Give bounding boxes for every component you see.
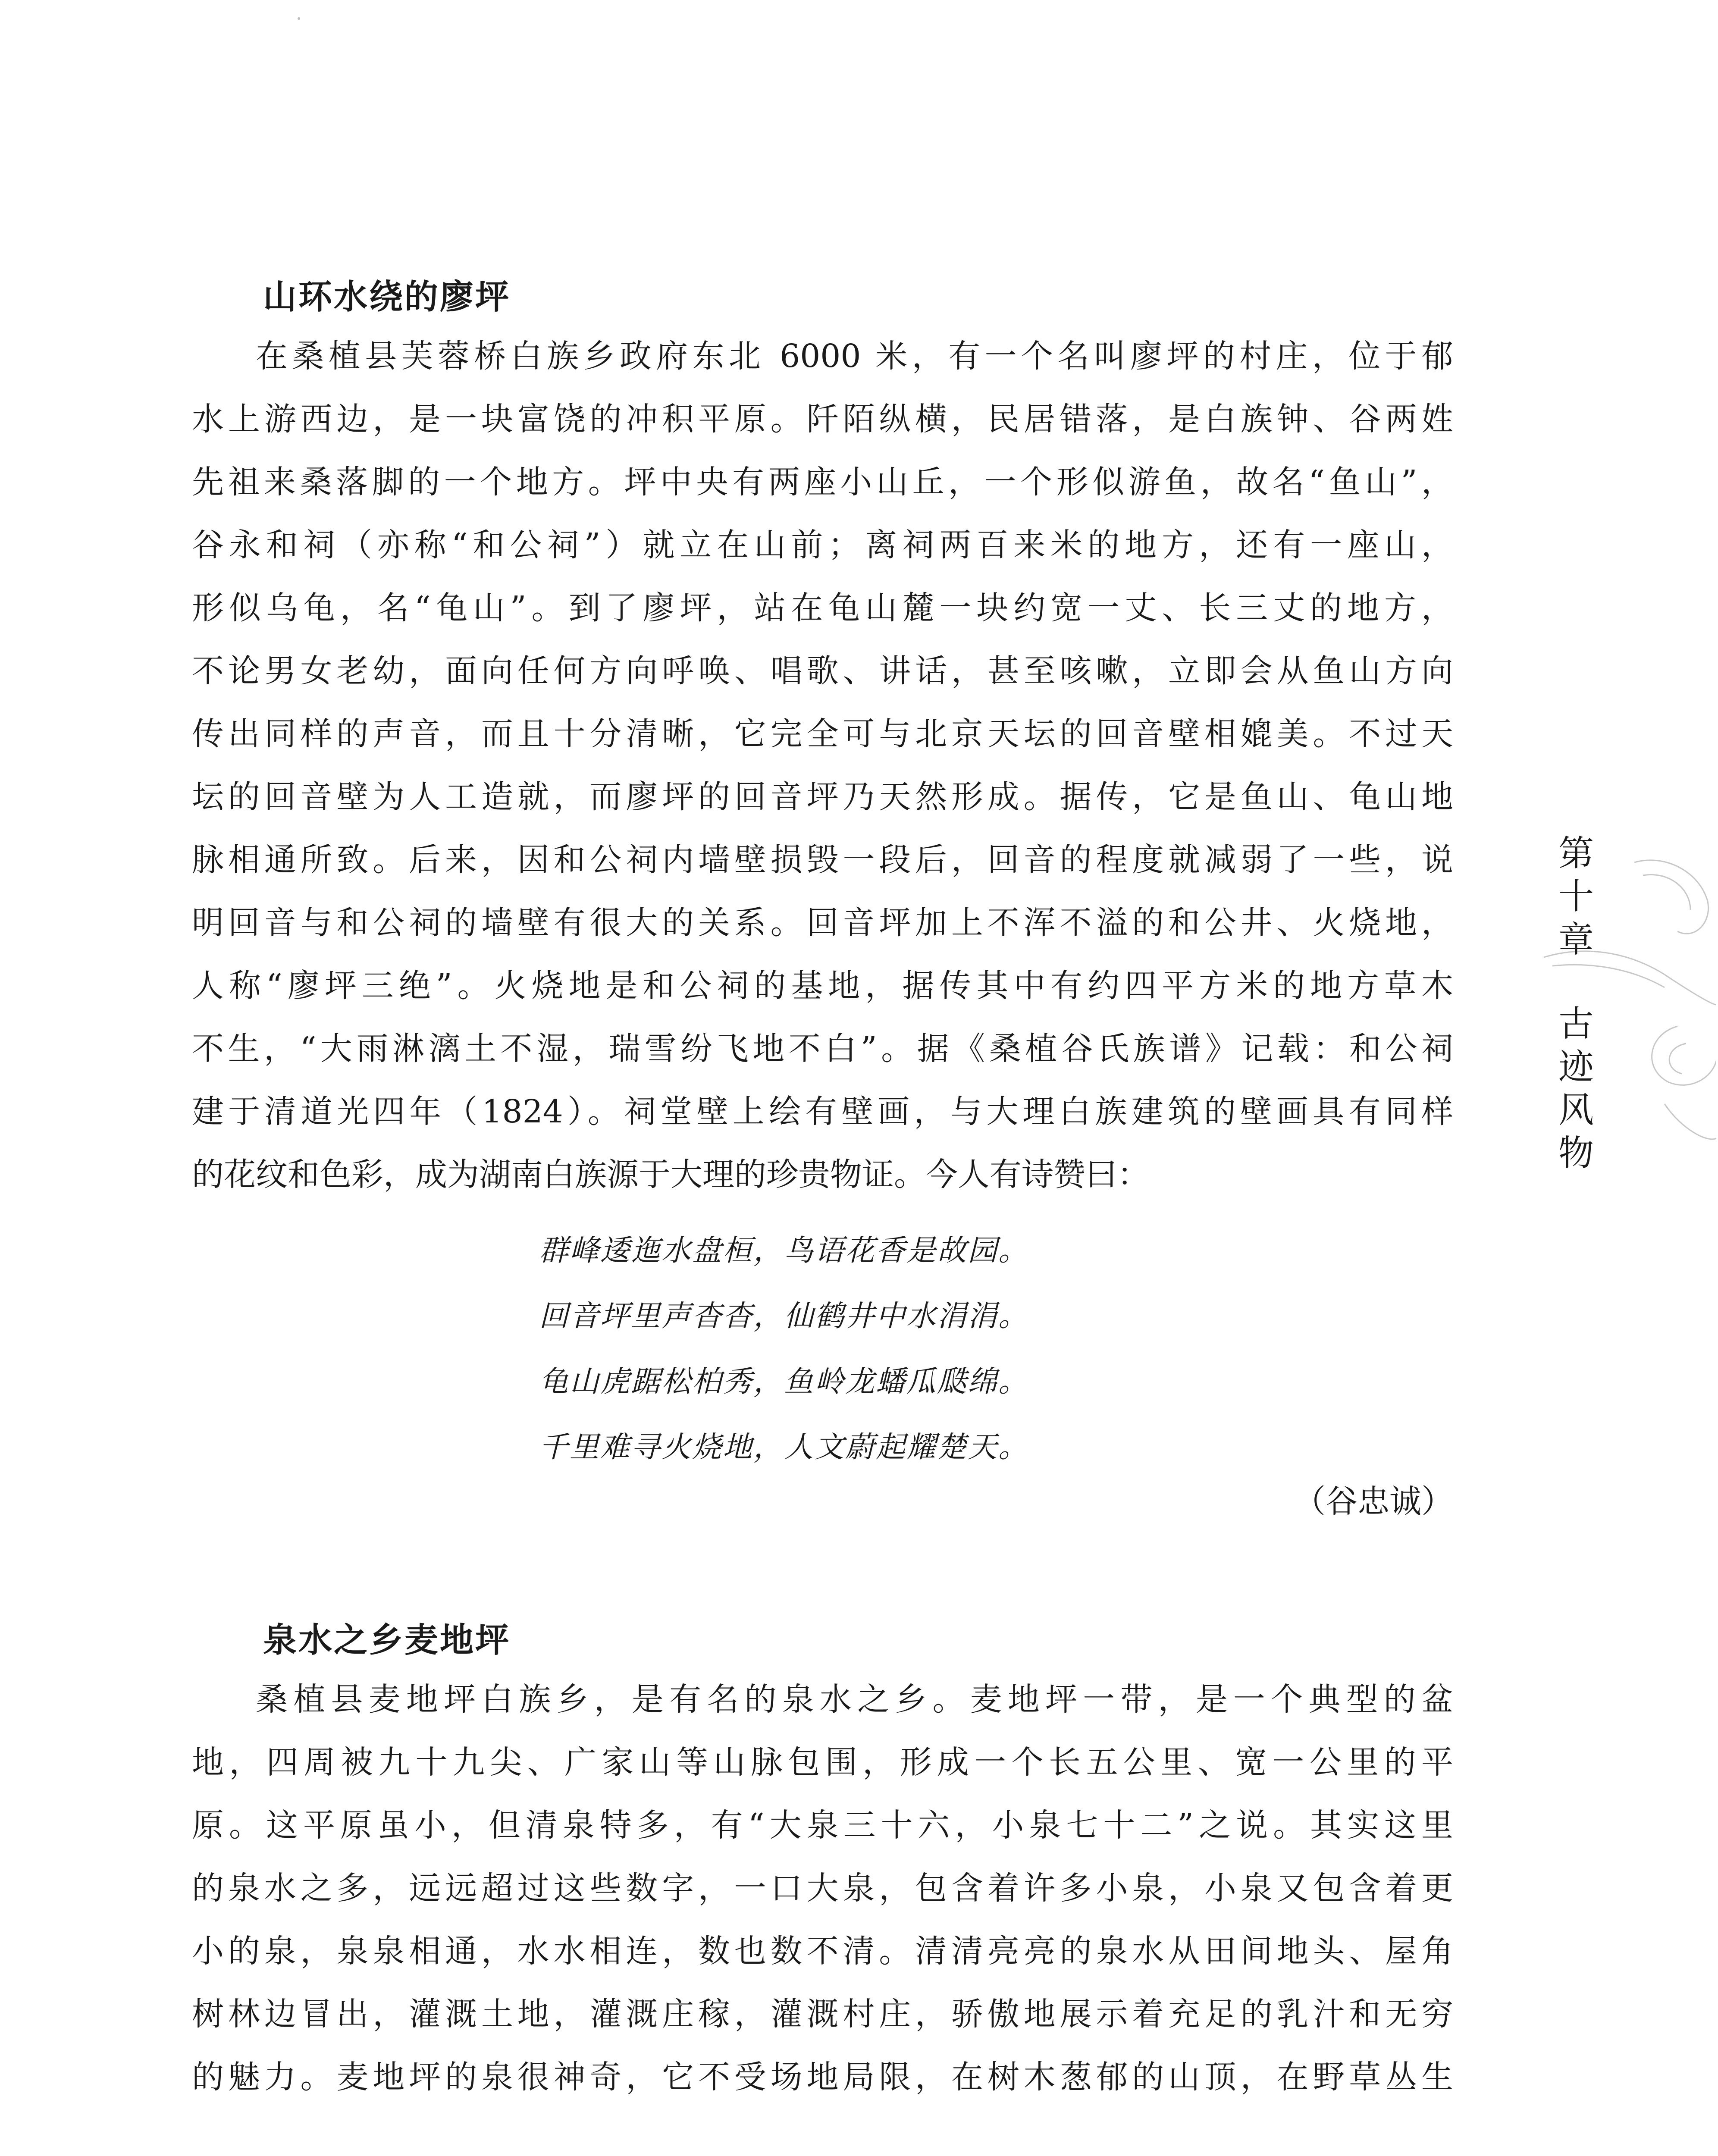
text-line: 的花纹和色彩，成为湖南白族源于大理的珍贵物证。今人有诗赞曰： — [192, 1156, 1149, 1193]
poem-line: 回音坪里声杳杳，仙鹤井中水涓涓。 — [539, 1299, 1029, 1333]
text-line: 地，四周被九十九尖、广家山等山脉包围，形成一个长五公里、宽一公里的平 — [192, 1744, 1453, 1781]
poem-line: 千里难寻火烧地，人文蔚起耀楚天。 — [539, 1430, 1029, 1464]
text-line: 原。这平原虽小，但清泉特多，有“大泉三十六，小泉七十二”之说。其实这里 — [192, 1807, 1453, 1844]
text-line: 的泉水之多，远远超过这些数字，一口大泉，包含着许多小泉，小泉又包含着更 — [192, 1870, 1453, 1907]
paragraph-liaoping — [192, 325, 1453, 1206]
poem-author: （谷忠诚） — [1294, 1483, 1453, 1520]
poem-line: 龟山虎踞松柏秀，鱼岭龙蟠瓜瓞绵。 — [539, 1365, 1029, 1399]
chapter-char: 第 — [1558, 833, 1594, 874]
text-line: 的魅力。麦地坪的泉很神奇，它不受场地局限，在树木葱郁的山顶，在野草丛生 — [192, 2059, 1453, 2096]
poem — [539, 1218, 1143, 1480]
topic-char: 迹 — [1558, 1047, 1594, 1087]
text-line: 树林边冒出，灌溉土地，灌溉庄稼，灌溉村庄，骄傲地展示着充足的乳汁和无穷 — [192, 1996, 1453, 2033]
chapter-char: 十 — [1558, 876, 1594, 917]
paragraph-maidiping — [192, 1668, 1453, 2109]
text-line: 建于清道光四年（1824）。祠堂壁上绘有壁画，与大理白族建筑的壁画具有同样 — [192, 1093, 1453, 1130]
text-line: 传出同样的声音，而且十分清晰，它完全可与北京天坛的回音壁相媲美。不过天 — [192, 715, 1453, 752]
text-line: 先祖来桑落脚的一个地方。坪中央有两座小山丘，一个形似游鱼，故名“鱼山”， — [192, 464, 1453, 501]
text-line: 不生，“大雨淋漓土不湿，瑞雪纷飞地不白”。据《桑植谷氏族谱》记载：和公祠 — [192, 1030, 1453, 1067]
text-line: 小的泉，泉泉相通，水水相连，数也数不清。清清亮亮的泉水从田间地头、屋角 — [192, 1933, 1453, 1970]
text-line: 在桑植县芙蓉桥白族乡政府东北 6000 米，有一个名叫廖坪的村庄，位于郁 — [256, 338, 1453, 375]
text-line: 谷永和祠（亦称“和公祠”）就立在山前；离祠两百来米的地方，还有一座山， — [192, 526, 1453, 564]
text-line: 坛的回音壁为人工造就，而廖坪的回音坪乃天然形成。据传，它是鱼山、龟山地 — [192, 778, 1453, 815]
text-line: 桑植县麦地坪白族乡，是有名的泉水之乡。麦地坪一带，是一个典型的盆 — [256, 1681, 1453, 1718]
section-title-maidiping: 泉水之乡麦地坪 — [263, 1621, 511, 1660]
topic-char: 风 — [1558, 1090, 1594, 1131]
text-line: 水上游西边，是一块富饶的冲积平原。阡陌纵横，民居错落，是白族钟、谷两姓 — [192, 401, 1453, 438]
scan-speck — [298, 17, 300, 20]
poem-line: 群峰逶迤水盘桓，鸟语花香是故园。 — [539, 1234, 1029, 1268]
topic-char: 古 — [1558, 1003, 1594, 1044]
text-line: 形似乌龟，名“龟山”。到了廖坪，站在龟山麓一块约宽一丈、长三丈的地方， — [192, 589, 1453, 627]
text-line: 人称“廖坪三绝”。火烧地是和公祠的基地，据传其中有约四平方米的地方草木 — [192, 967, 1453, 1004]
chapter-side-tab — [1533, 832, 1619, 1175]
text-line: 脉相通所致。后来，因和公祠内墙壁损毁一段后，回音的程度就减弱了一些，说 — [192, 841, 1453, 878]
text-line: 不论男女老幼，面向任何方向呼唤、唱歌、讲话，甚至咳嗽，立即会从鱼山方向 — [192, 652, 1453, 689]
topic-char: 物 — [1558, 1133, 1594, 1174]
tab-gap — [1533, 962, 1619, 1003]
section-title-liaoping: 山环水绕的廖坪 — [263, 278, 511, 317]
chapter-char: 章 — [1558, 919, 1594, 960]
text-line: 明回音与和公祠的墙壁有很大的关系。回音坪加上不浑不溢的和公井、火烧地， — [192, 904, 1453, 941]
